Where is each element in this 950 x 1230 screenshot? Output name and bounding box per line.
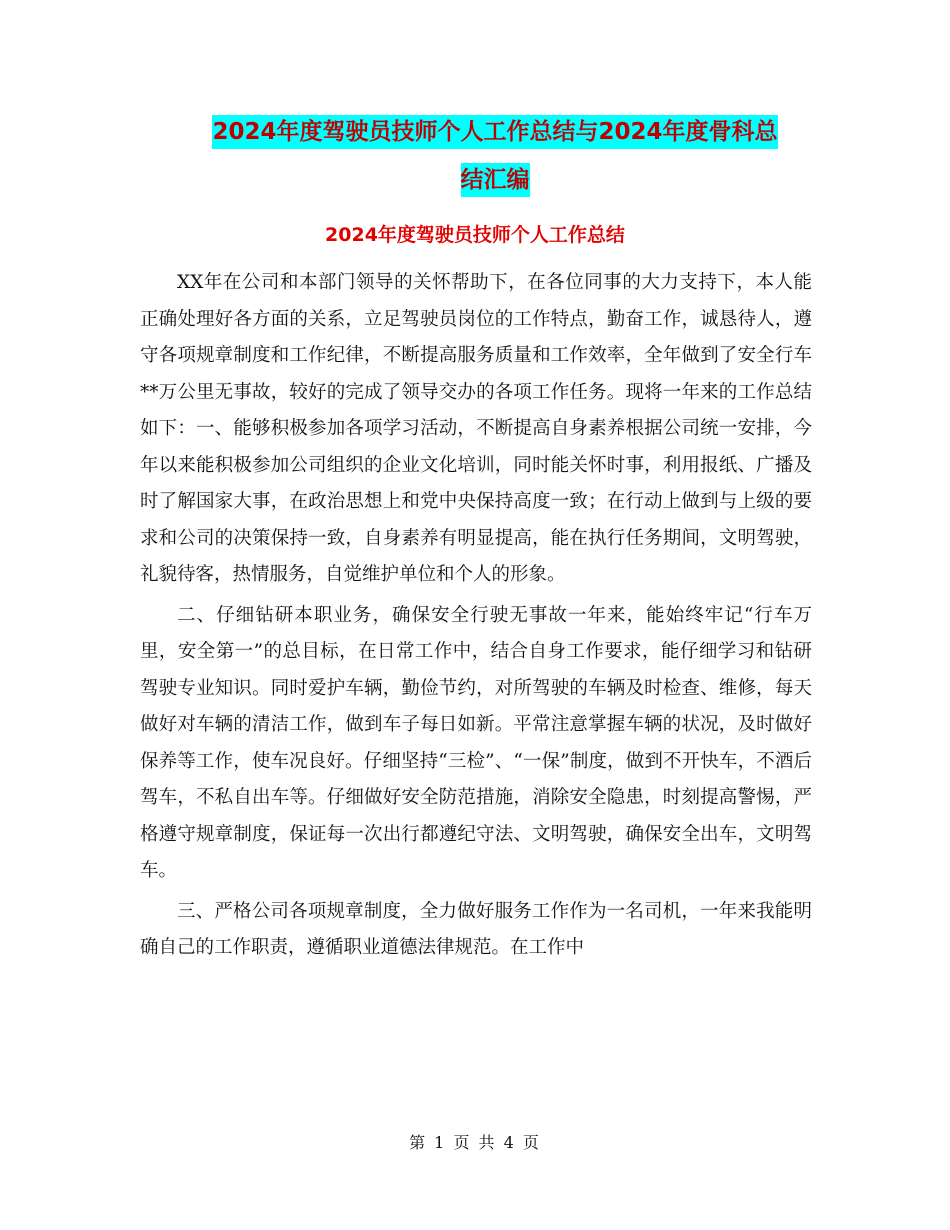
paragraph-2: 二、仔细钻研本职业务，确保安全行驶无事故一年来，能始终牢记“行车万里，安全第一”的总目标，在日常工作中，结合自身工作要求，能仔细学习和钻研驾驶专业知识。同时爱护车辆，勤俭节约，对所驾驶的车辆及时检查、维修，每天做好对车辆的清洁工作，做到车子每日如新。平常注意掌握车辆的状况，及时做好保养等工作，使车况良好。仔细坚持“三检”、“一保”制度，做到不开快车，不酒后驾车，不私自出车等。仔细做好安全防范措施，消除安全隐患，时刻提高警惕，严格遵守规章制度，保证每一次出行都遵纪守法、文明驾驶，确保安全出车，文明驾车。 bbox=[140, 604, 812, 881]
main-title-line-1: 2024年度驾驶员技师个人工作总结与2024年度骨科总 bbox=[212, 115, 777, 149]
paragraph-1: XX年在公司和本部门领导的关怀帮助下，在各位同事的大力支持下，本人能正确处理好各方面的关系，立足驾驶员岗位的工作特点，勤奋工作，诚恳待人，遵守各项规章制度和工作纪律，不断提高服务质量和工作效率，全年做到了安全行车**万公里无事故，较好的完成了领导交办的各项工作任务。现将一年来的工作总结如下：一、能够积极参加各项学习活动，不断提高自身素养根据公司统一安排，今年以来能积极参加公司组织的企业文化培训，同时能关怀时事，利用报纸、广播及时了解国家大事，在政治思想上和党中央保持高度一致；在行动上做到与上级的要求和公司的决策保持一致，自身素养有明显提高，能在执行任务期间，文明驾驶，礼貌待客，热情服务，自觉维护单位和个人的形象。 bbox=[140, 272, 812, 585]
section-title: 2024年度驾驶员技师个人工作总结 bbox=[325, 224, 625, 246]
main-title bbox=[140, 108, 850, 204]
paragraph-3: 三、严格公司各项规章制度，全力做好服务工作作为一名司机，一年来我能明确自己的工作职责，遵循职业道德法律规范。在工作中 bbox=[140, 900, 812, 958]
document-body bbox=[140, 265, 812, 971]
page-footer: 第 1 页 共 4 页 bbox=[409, 1133, 541, 1152]
main-title-line-2: 结汇编 bbox=[461, 163, 530, 197]
